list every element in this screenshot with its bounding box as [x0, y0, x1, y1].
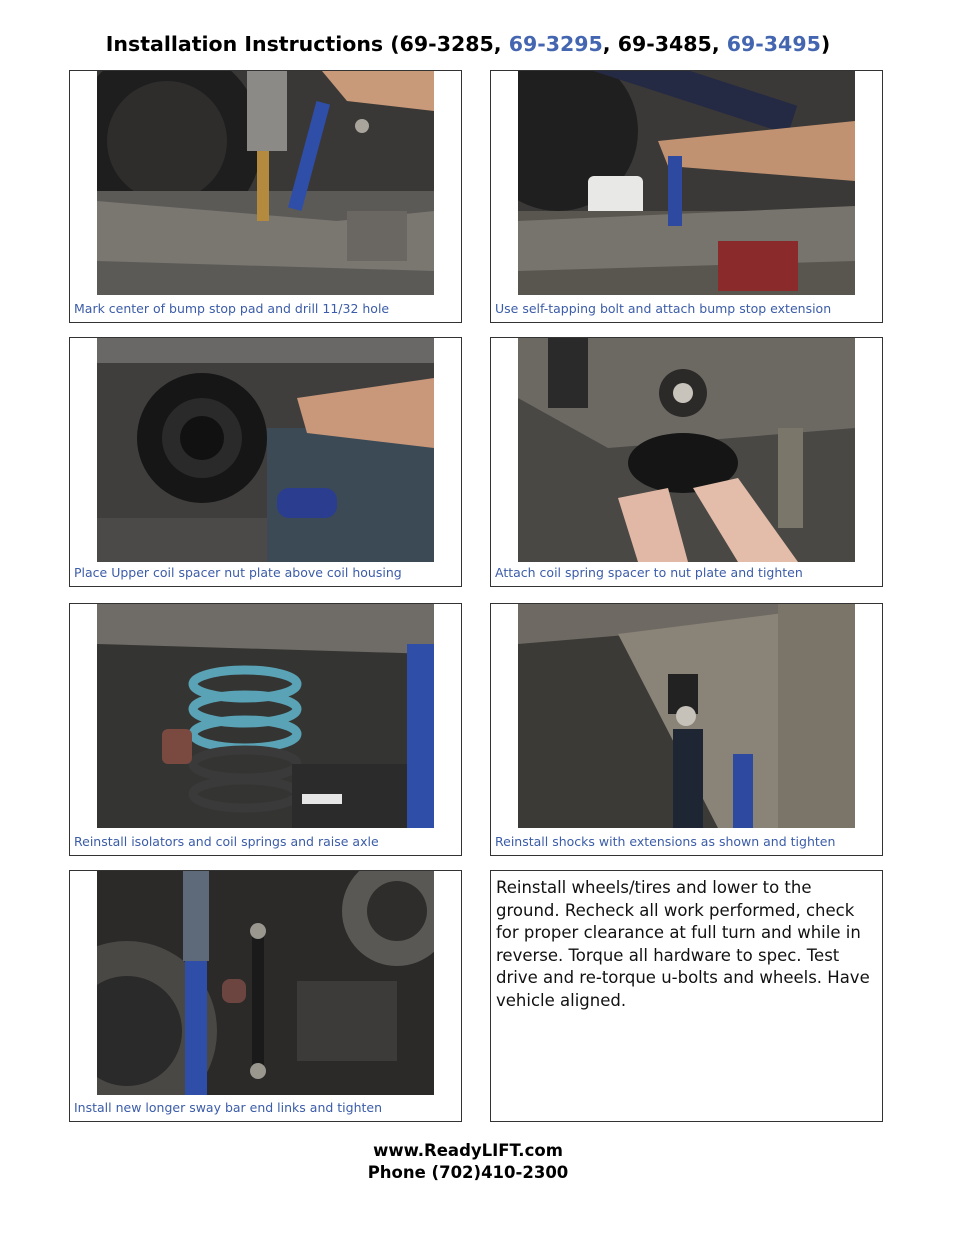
step-panel-2: [490, 70, 883, 323]
footer-phone: Phone (702)410-2300: [367, 1163, 569, 1182]
step-photo-coil-spacer: [518, 338, 855, 562]
final-instructions-panel: [490, 870, 883, 1122]
step-caption: Place Upper coil spacer nut plate above coil housing: [74, 565, 402, 580]
step-caption: Reinstall shocks with extensions as shown and tighten: [495, 834, 836, 849]
title-separator: ,: [602, 32, 618, 56]
step-photo-drill: [97, 71, 434, 295]
part-number: 69-3285: [399, 32, 494, 56]
step-caption: Install new longer sway bar end links and tighten: [74, 1100, 383, 1115]
step-photo-shock: [518, 604, 855, 828]
step-panel-5: [69, 603, 462, 856]
step-panel-6: [490, 603, 883, 856]
title-suffix: ): [820, 32, 831, 56]
step-panel-1: [69, 70, 462, 323]
title-prefix: Installation Instructions (: [105, 32, 400, 56]
title-separator: ,: [711, 32, 727, 56]
step-caption: Attach coil spring spacer to nut plate and tighten: [495, 565, 803, 580]
part-number: 69-3485: [617, 32, 712, 56]
page-title: [0, 32, 936, 56]
step-photo-coil-spring: [97, 604, 434, 828]
step-panel-3: [69, 337, 462, 587]
final-instructions-text: Reinstall wheels/tires and lower to the ground. Recheck all work performed, check for proper clearance at full turn and while in reverse. Torque all hardware to spec. Test drive and re-torque u-bolts and wheels. Have vehicle aligned.: [496, 878, 870, 1010]
part-number: 69-3495: [726, 32, 821, 56]
step-caption: Use self-tapping bolt and attach bump stop extension: [495, 301, 832, 316]
step-photo-bump-stop: [518, 71, 855, 295]
step-caption: Mark center of bump stop pad and drill 11/32 hole: [74, 301, 390, 316]
step-photo-nut-plate: [97, 338, 434, 562]
part-number: 69-3295: [508, 32, 603, 56]
step-photo-sway-bar: [97, 871, 434, 1095]
step-panel-7: [69, 870, 462, 1122]
footer-website[interactable]: www.ReadyLIFT.com: [373, 1141, 563, 1160]
step-caption: Reinstall isolators and coil springs and raise axle: [74, 834, 379, 849]
title-separator: ,: [493, 32, 509, 56]
step-panel-4: [490, 337, 883, 587]
